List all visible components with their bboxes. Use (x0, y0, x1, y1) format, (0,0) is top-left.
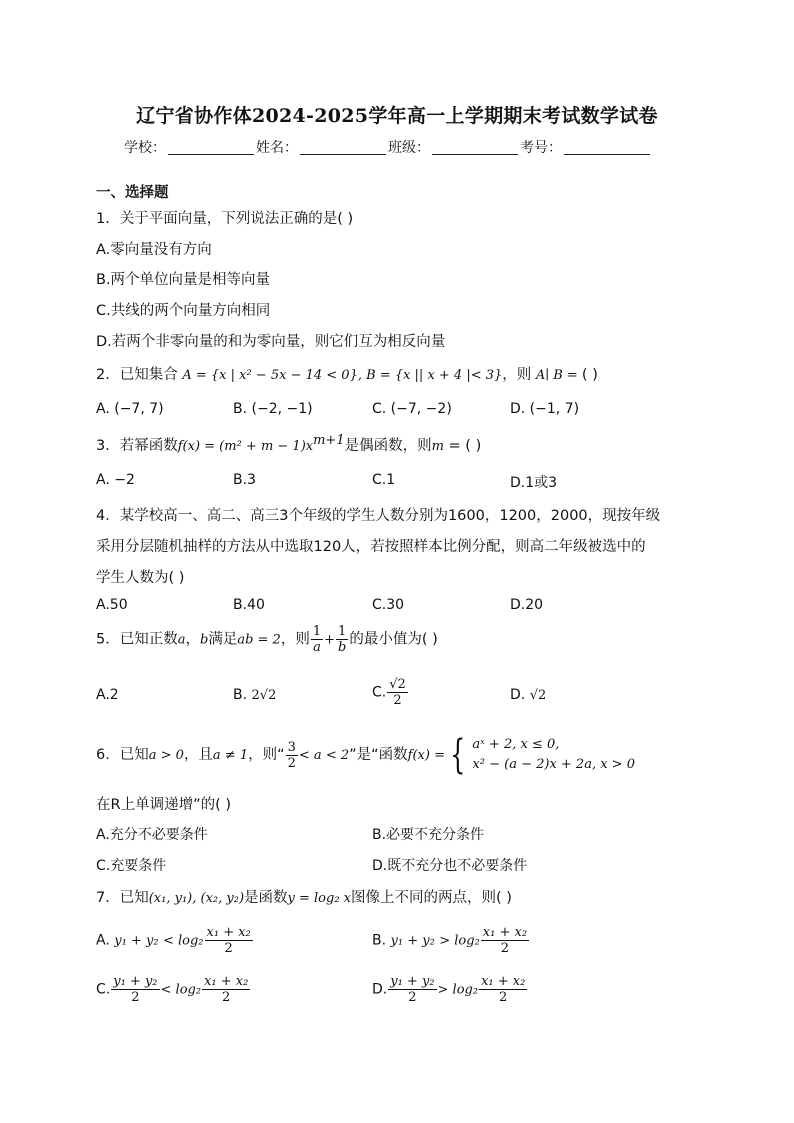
q5-option-d: D. √2 (510, 687, 547, 703)
question-6-stem: 6．已知a > 0，且a ≠ 1，则“ $\frac{3}{2}$ < a < 2”是“函数f(x) = { aˣ + 2, x ≤ 0, x² − (a − 2)x + 2a, x > 0 (96, 732, 635, 778)
name-label: 姓名： (256, 140, 298, 156)
exam-title: 辽宁省协作体2024-2025学年高一上学期期末考试数学试卷 (136, 105, 658, 127)
q4-option-d: D.20 (510, 597, 544, 613)
class-blank[interactable] (432, 140, 518, 155)
section-heading: 一、选择题 (96, 185, 169, 201)
question-4-line-1: 4．某学校高一、高二、高三3个年级的学生人数分别为1600，1200，2000，现按年级 (96, 508, 661, 524)
set-a-expr: A = {x | x² − 5x − 14 < 0} (182, 368, 358, 383)
q7-option-d: D. $\frac{\text{y₁ + y₂}}{2}$ > log₂ $\frac{\text{x₁ + x₂}}{2}$ (372, 974, 526, 1005)
q3-option-b: B.3 (233, 472, 256, 488)
q1-option-d: D.若两个非零向量的和为零向量，则它们互为相反向量 (96, 334, 446, 350)
fraction-1-over-a: $\frac{1}{a}$ (312, 624, 322, 655)
question-4-line-2: 采用分层随机抽样的方法从中选取120人，若按照样本比例分配，则高二年级被选中的 (96, 539, 646, 555)
q5-option-b: B. 2√2 (233, 687, 277, 703)
question-1-stem: 1．关于平面向量，下列说法正确的是( ) (96, 211, 354, 227)
q6-option-b: B.必要不充分条件 (372, 827, 485, 843)
condition-expr: ab = 2 (237, 632, 281, 648)
q4-option-c: C.30 (372, 597, 405, 613)
q5-option-c: C. $\frac{√2}{2}$ (372, 677, 406, 708)
power-function-expr: f(x) = (m² + m − 1)x (177, 438, 314, 454)
left-brace: { (450, 732, 466, 778)
q2-option-d: D. (−1, 7) (510, 401, 580, 417)
q1-option-b: B.两个单位向量是相等向量 (96, 272, 271, 288)
q3-option-d: D.1或3 (510, 475, 558, 491)
set-b-expr: , B = {x || x + 4 |< 3} (357, 368, 503, 383)
q6-option-d: D.既不充分也不必要条件 (372, 858, 528, 874)
piecewise-function: { aˣ + 2, x ≤ 0, x² − (a − 2)x + 2a, x > 0 (450, 732, 635, 778)
q2-option-a: A. (−7, 7) (96, 401, 164, 417)
q7-option-b: B. y₁ + y₂ > log₂ $\frac{\text{x₁ + x₂}}{2}$ (372, 925, 528, 956)
question-4-line-3: 学生人数为( ) (96, 570, 185, 586)
points-expr: (x₁, y₁), (x₂, y₂) (148, 891, 245, 906)
student-info-row (124, 137, 652, 157)
q7-option-a: A. y₁ + y₂ < log₂ $\frac{\text{x₁ + x₂}}{2}$ (96, 925, 251, 956)
fraction-1-over-b: $\frac{1}{b}$ (338, 624, 347, 655)
intersection-expr: A∣ B = (535, 368, 582, 383)
log-function-expr: y = log₂ x (287, 891, 351, 906)
question-3-stem: 3．若幂函数$f(x) = (m^2 + m - 1)x^{m+1}$是偶函数，则m = ( ) (96, 433, 482, 454)
q5-option-a: A.2 (96, 687, 119, 703)
q7-option-c: C. $\frac{\text{y₁ + y₂}}{2}$ < log₂ $\frac{\text{x₁ + x₂}}{2}$ (96, 974, 249, 1005)
question-6-line-2: 在R上单调递增”的( ) (96, 797, 232, 813)
question-5-stem: 5．已知正数a，b满足ab = 2，则 $\frac{1}{a}$ + $\frac{1}{b}$ 的最小值为( ) (96, 624, 438, 655)
q2-option-b: B. (−2, −1) (233, 401, 313, 417)
q4-option-b: B.40 (233, 597, 265, 613)
question-2-stem: 2．已知集合 A = {x | x² − 5x − 14 < 0}, B = {x || x + 4 |< 3}，则 A∣ B = ( ) (96, 367, 598, 383)
school-blank[interactable] (168, 140, 254, 155)
q3-option-a: A. −2 (96, 472, 135, 488)
class-label: 班级： (388, 140, 430, 156)
q6-option-a: A.充分不必要条件 (96, 827, 208, 843)
number-label: 考号： (520, 140, 562, 156)
q4-option-a: A.50 (96, 597, 128, 613)
name-blank[interactable] (300, 140, 386, 155)
q2-option-c: C. (−7, −2) (372, 401, 452, 417)
number-blank[interactable] (564, 140, 650, 155)
q3-option-c: C.1 (372, 472, 396, 488)
question-7-stem: 7．已知(x₁, y₁), (x₂, y₂)是函数y = log₂ x图像上不同的两点，则( ) (96, 890, 512, 906)
school-label: 学校： (124, 140, 166, 156)
q1-option-a: A.零向量没有方向 (96, 242, 212, 258)
q1-option-c: C.共线的两个向量方向相同 (96, 303, 271, 319)
q6-option-c: C.充要条件 (96, 858, 167, 874)
